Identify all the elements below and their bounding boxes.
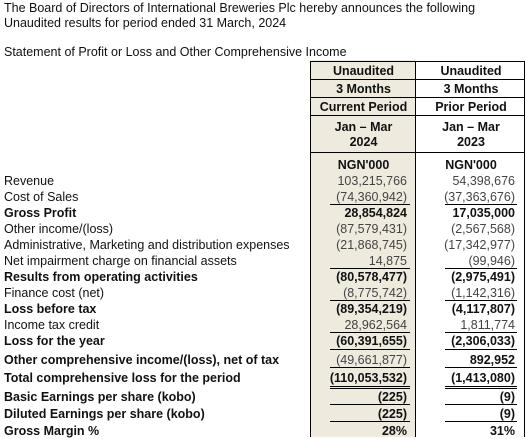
row-label-loss-for-year: Loss for the year (4, 334, 105, 348)
row-label-impairment: Net impairment charge on financial assets (4, 254, 237, 268)
prior-range-header: Jan – Mar (442, 120, 500, 134)
row-prior-revenue: 54,398,676 (452, 174, 515, 188)
row-current-cost-of-sales: (74,360,942) (336, 190, 407, 204)
row-current-total-comprehensive: (110,053,532) (329, 371, 407, 385)
column-divider (415, 61, 416, 437)
underline-total-current-1 (330, 386, 410, 387)
row-label-gross-margin: Gross Margin % (4, 424, 100, 438)
announcement-line-1: The Board of Directors of International Breweries Plc hereby announces the following (4, 1, 476, 15)
header-line-1 (310, 79, 525, 80)
prior-year-header: 2023 (457, 135, 485, 149)
row-prior-total-comprehensive: (1,413,080) (451, 371, 515, 385)
row-prior-loss-for-year: (2,306,033) (451, 334, 515, 348)
header-line-4 (310, 152, 525, 153)
row-current-gross-profit: 28,854,824 (344, 206, 407, 220)
row-prior-cost-of-sales: (37,363,676) (444, 190, 515, 204)
row-label-gross-profit: Gross Profit (4, 206, 77, 220)
row-label-total-comprehensive: Total comprehensive loss for the period (4, 371, 241, 385)
row-current-other-comprehensive: (49,661,877) (336, 353, 407, 367)
current-period-header: Current Period (319, 100, 408, 114)
row-label-admin-expenses: Administrative, Marketing and distribution expenses (4, 238, 290, 252)
underline-oci-prior (445, 367, 517, 368)
row-prior-other-income: (2,567,568) (451, 222, 515, 236)
underline-loss-year-prior (445, 349, 517, 350)
row-current-income-tax: 28,962,564 (344, 318, 407, 332)
row-prior-gross-margin: 31% (489, 424, 515, 438)
row-current-impairment: 14,875 (368, 254, 407, 268)
row-current-diluted-eps: (225) (377, 407, 407, 421)
header-line-2 (310, 97, 525, 98)
underline-basic-eps-current (330, 404, 410, 405)
row-prior-loss-before-tax: (4,117,807) (451, 302, 515, 316)
prior-currency-header: NGN'000 (445, 158, 497, 172)
header-line-3 (310, 115, 525, 116)
current-audit-header: Unaudited (332, 64, 395, 78)
row-label-loss-before-tax: Loss before tax (4, 302, 97, 316)
row-current-gross-margin: 28% (381, 424, 407, 438)
announcement-line-2: Unaudited results for period ended 31 March, 2024 (4, 16, 287, 30)
row-prior-admin-expenses: (17,342,977) (444, 238, 515, 252)
current-range-header: Jan – Mar (334, 120, 393, 134)
underline-diluted-eps-prior (445, 421, 517, 422)
row-current-finance-cost: (8,775,742) (343, 286, 407, 300)
row-label-basic-eps: Basic Earnings per share (kobo) (4, 390, 196, 404)
prior-audit-header: Unaudited (440, 64, 502, 78)
row-label-income-tax: Income tax credit (4, 318, 100, 332)
row-current-admin-expenses: (21,868,745) (336, 238, 407, 252)
underline-loss-year-current (330, 349, 410, 350)
statement-title: Statement of Profit or Loss and Other Comprehensive Income (4, 45, 347, 59)
row-current-other-income: (87,579,431) (336, 222, 407, 236)
row-label-diluted-eps: Diluted Earnings per share (kobo) (4, 407, 205, 421)
row-label-finance-cost: Finance cost (net) (4, 286, 105, 300)
current-year-header: 2024 (349, 135, 378, 149)
row-current-basic-eps: (225) (377, 390, 407, 404)
row-label-cost-of-sales: Cost of Sales (4, 190, 79, 204)
header-line-top (310, 61, 525, 62)
row-current-loss-for-year: (60,391,655) (336, 334, 407, 348)
row-prior-income-tax: 1,811,774 (460, 318, 515, 332)
underline-oci-current (330, 367, 410, 368)
table-border-right (524, 61, 525, 437)
row-prior-impairment: (99,946) (468, 254, 515, 268)
row-prior-finance-cost: (1,142,316) (451, 286, 515, 300)
prior-duration-header: 3 Months (443, 82, 499, 96)
underline-diluted-eps-current (330, 421, 410, 422)
row-prior-operating-results: (2,975,491) (451, 270, 515, 284)
row-prior-gross-profit: 17,035,000 (452, 206, 515, 220)
row-label-revenue: Revenue (4, 174, 55, 188)
row-prior-basic-eps: (9) (499, 390, 515, 404)
current-duration-header: 3 Months (336, 82, 391, 96)
announcement-text (4, 1, 475, 31)
underline-total-prior-1 (445, 386, 517, 387)
row-prior-other-comprehensive: 892,952 (469, 353, 515, 367)
row-label-other-income: Other income/(loss) (4, 222, 114, 236)
row-current-loss-before-tax: (89,354,219) (336, 302, 407, 316)
current-currency-header: NGN'000 (337, 158, 390, 172)
row-label-other-comprehensive: Other comprehensive income/(loss), net of tax (4, 353, 280, 367)
underline-basic-eps-prior (445, 404, 517, 405)
row-label-operating-results: Results from operating activities (4, 270, 198, 284)
prior-period-header: Prior Period (435, 100, 507, 114)
row-current-revenue: 103,215,766 (337, 174, 407, 188)
row-prior-diluted-eps: (9) (499, 407, 515, 421)
row-current-operating-results: (80,578,477) (336, 270, 407, 284)
